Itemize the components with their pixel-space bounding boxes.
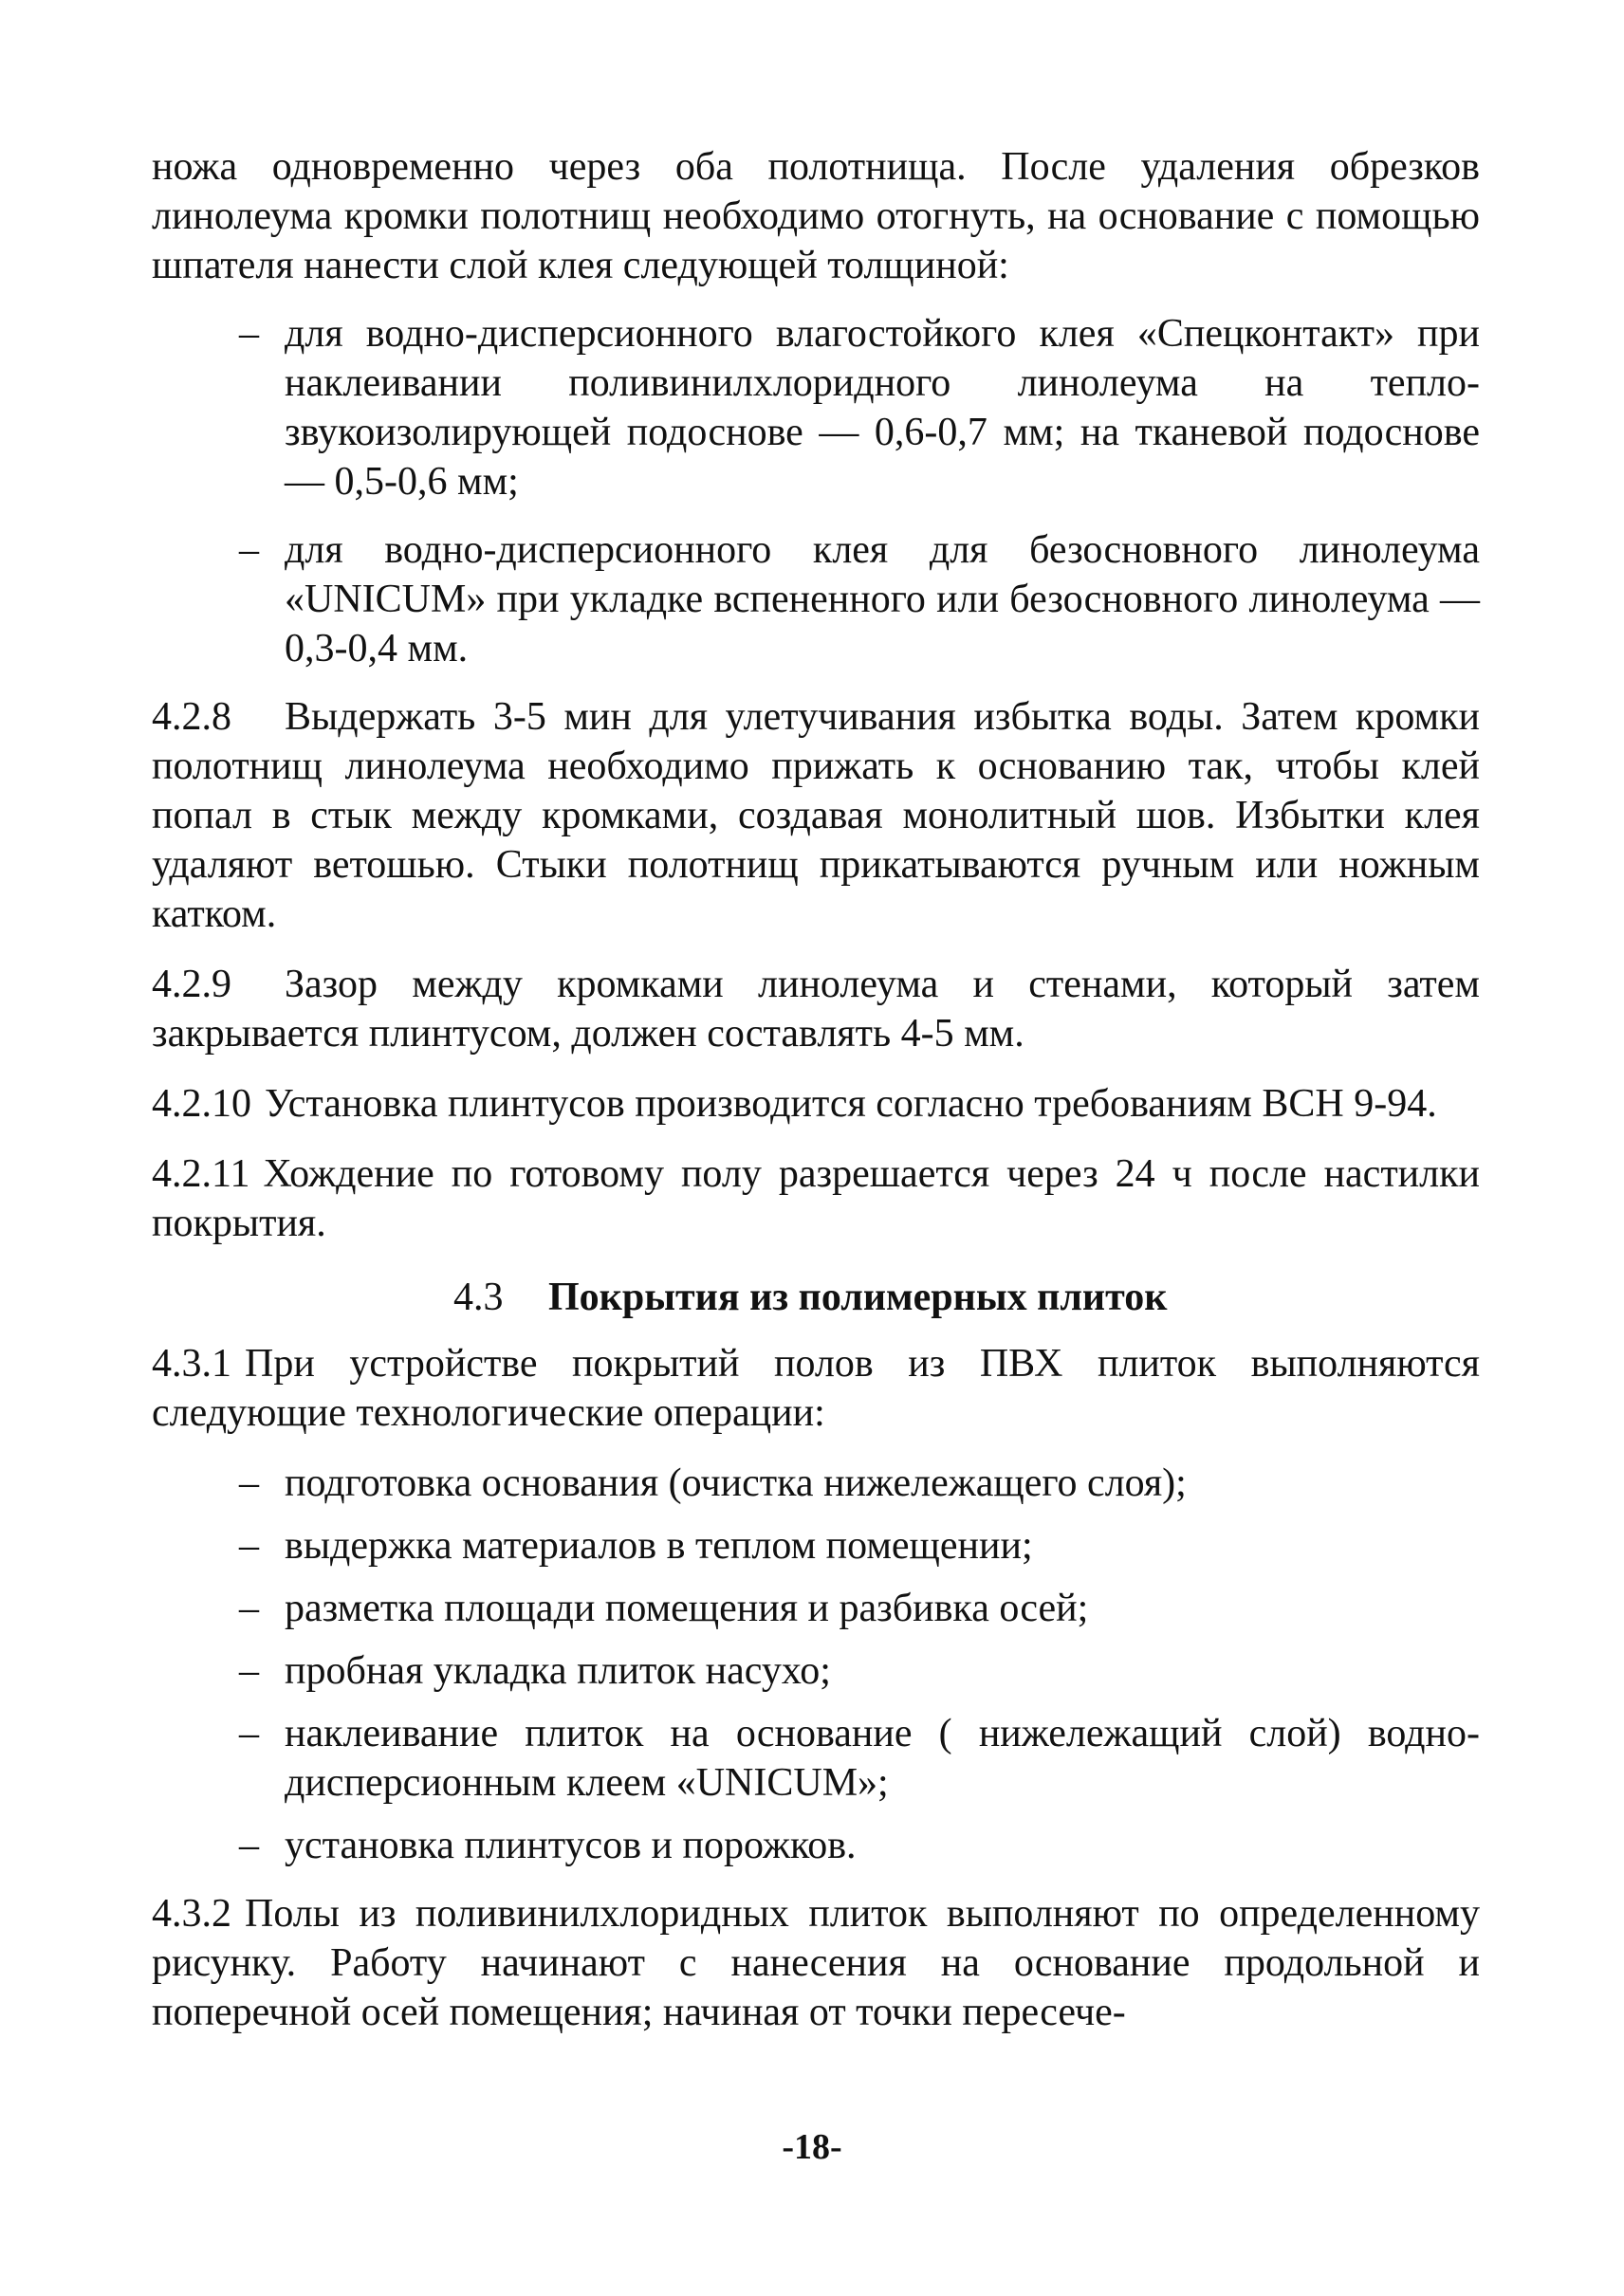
paragraph-number: 4.3.1 [152,1342,231,1386]
list-item-text: для водно-дисперсионного клея для безосновного линолеума «UNICUM» при укладке вспененного или безосновного линолеума — 0,3-0,4 мм. [285,528,1480,670]
page-number: -18- [782,2127,842,2167]
intro-paragraph: ножа одновременно через оба полотнища. После удаления обрезков линолеума кромки полотнищ необходимо отогнуть, на основание с помощью шпателя нанести слой клея следующей толщиной: [152,145,1480,287]
list-item-text: подготовка основания (очистка нижележащего слоя); [285,1461,1187,1505]
paragraph-text: Зазор между кромками линолеума и стенами, который затем закрывается плинтусом, должен составлять 4-5 мм. [152,963,1480,1056]
dash-marker: – [239,312,259,356]
paragraph-text: Выдержать 3-5 мин для улетучивания избытка воды. Затем кромки полотнищ линолеума необходимо прижать к основанию так, чтобы клей попал в стык между кромками, создавая монолитный шов. Избытки клея удаляют ветошью. Стыки полотнищ прикатываются ручным или ножным катком. [152,695,1480,936]
list-item-text: для водно-дисперсионного влагостойкого клея «Спецконтакт» при наклеивании поливинилхлоридного линолеума на тепло-звукоизолирующей подоснове — 0,6-0,7 мм; на тканевой подоснове — 0,5-0,6 мм; [285,312,1480,504]
list-item [152,525,1480,673]
list-item-text: пробная укладка плиток насухо; [285,1649,831,1693]
list-item [152,1709,1480,1808]
paragraph-text: Полы из поливинилхлоридных плиток выполняют по определенному рисунку. Работу начинают с нанесения на основание продольной и поперечной осей помещения; начиная от точки пересече- [152,1892,1480,2034]
section-number: 4.3 [453,1276,504,1319]
list-item [152,1821,1480,1870]
paragraph-number: 4.2.10 [152,1082,251,1126]
paragraph-text: Установка плинтусов производится согласно требованиям ВСН 9-94. [265,1082,1437,1126]
list-item [152,1584,1480,1633]
paragraph-text: При устройстве покрытий полов из ПВХ плиток выполняются следующие технологические операции: [152,1342,1480,1435]
list-item-text: установка плинтусов и порожков. [285,1824,857,1867]
dash-marker: – [239,528,259,572]
list-item [152,1646,1480,1696]
list-item-text: наклеивание плиток на основание ( нижележащий слой) водно-дисперсионным клеем «UNICUM»; [285,1712,1480,1805]
dash-marker: – [239,1824,259,1867]
list-item [152,309,1480,506]
list-item-text: выдержка материалов в теплом помещении; [285,1524,1033,1568]
dash-marker: – [239,1587,259,1630]
paragraph-number: 4.2.8 [152,695,231,739]
paragraph-4-3-2 [152,1889,1480,2037]
document-page [152,142,1480,2058]
paragraph-4-3-1 [152,1339,1480,1438]
glue-thickness-list [152,309,1480,673]
dash-marker: – [239,1649,259,1693]
paragraph-number: 4.2.11 [152,1152,250,1196]
operations-list [152,1459,1480,1870]
paragraph-text: Хождение по готовому полу разрешается через 24 ч после настилки покрытия. [152,1152,1480,1245]
paragraph-4-2-10 [152,1079,1480,1129]
list-item-text: разметка площади помещения и разбивка осей; [285,1587,1089,1630]
paragraph-number: 4.3.2 [152,1892,231,1936]
paragraph-4-2-8 [152,692,1480,939]
list-item [152,1459,1480,1508]
section-heading [152,1273,1480,1322]
paragraph-4-2-9 [152,960,1480,1058]
list-item [152,1521,1480,1570]
dash-marker: – [239,1461,259,1505]
paragraph-number: 4.2.9 [152,963,231,1006]
dash-marker: – [239,1524,259,1568]
section-title: Покрытия из полимерных плиток [548,1276,1168,1319]
dash-marker: – [239,1712,259,1755]
paragraph-4-2-11 [152,1149,1480,1248]
